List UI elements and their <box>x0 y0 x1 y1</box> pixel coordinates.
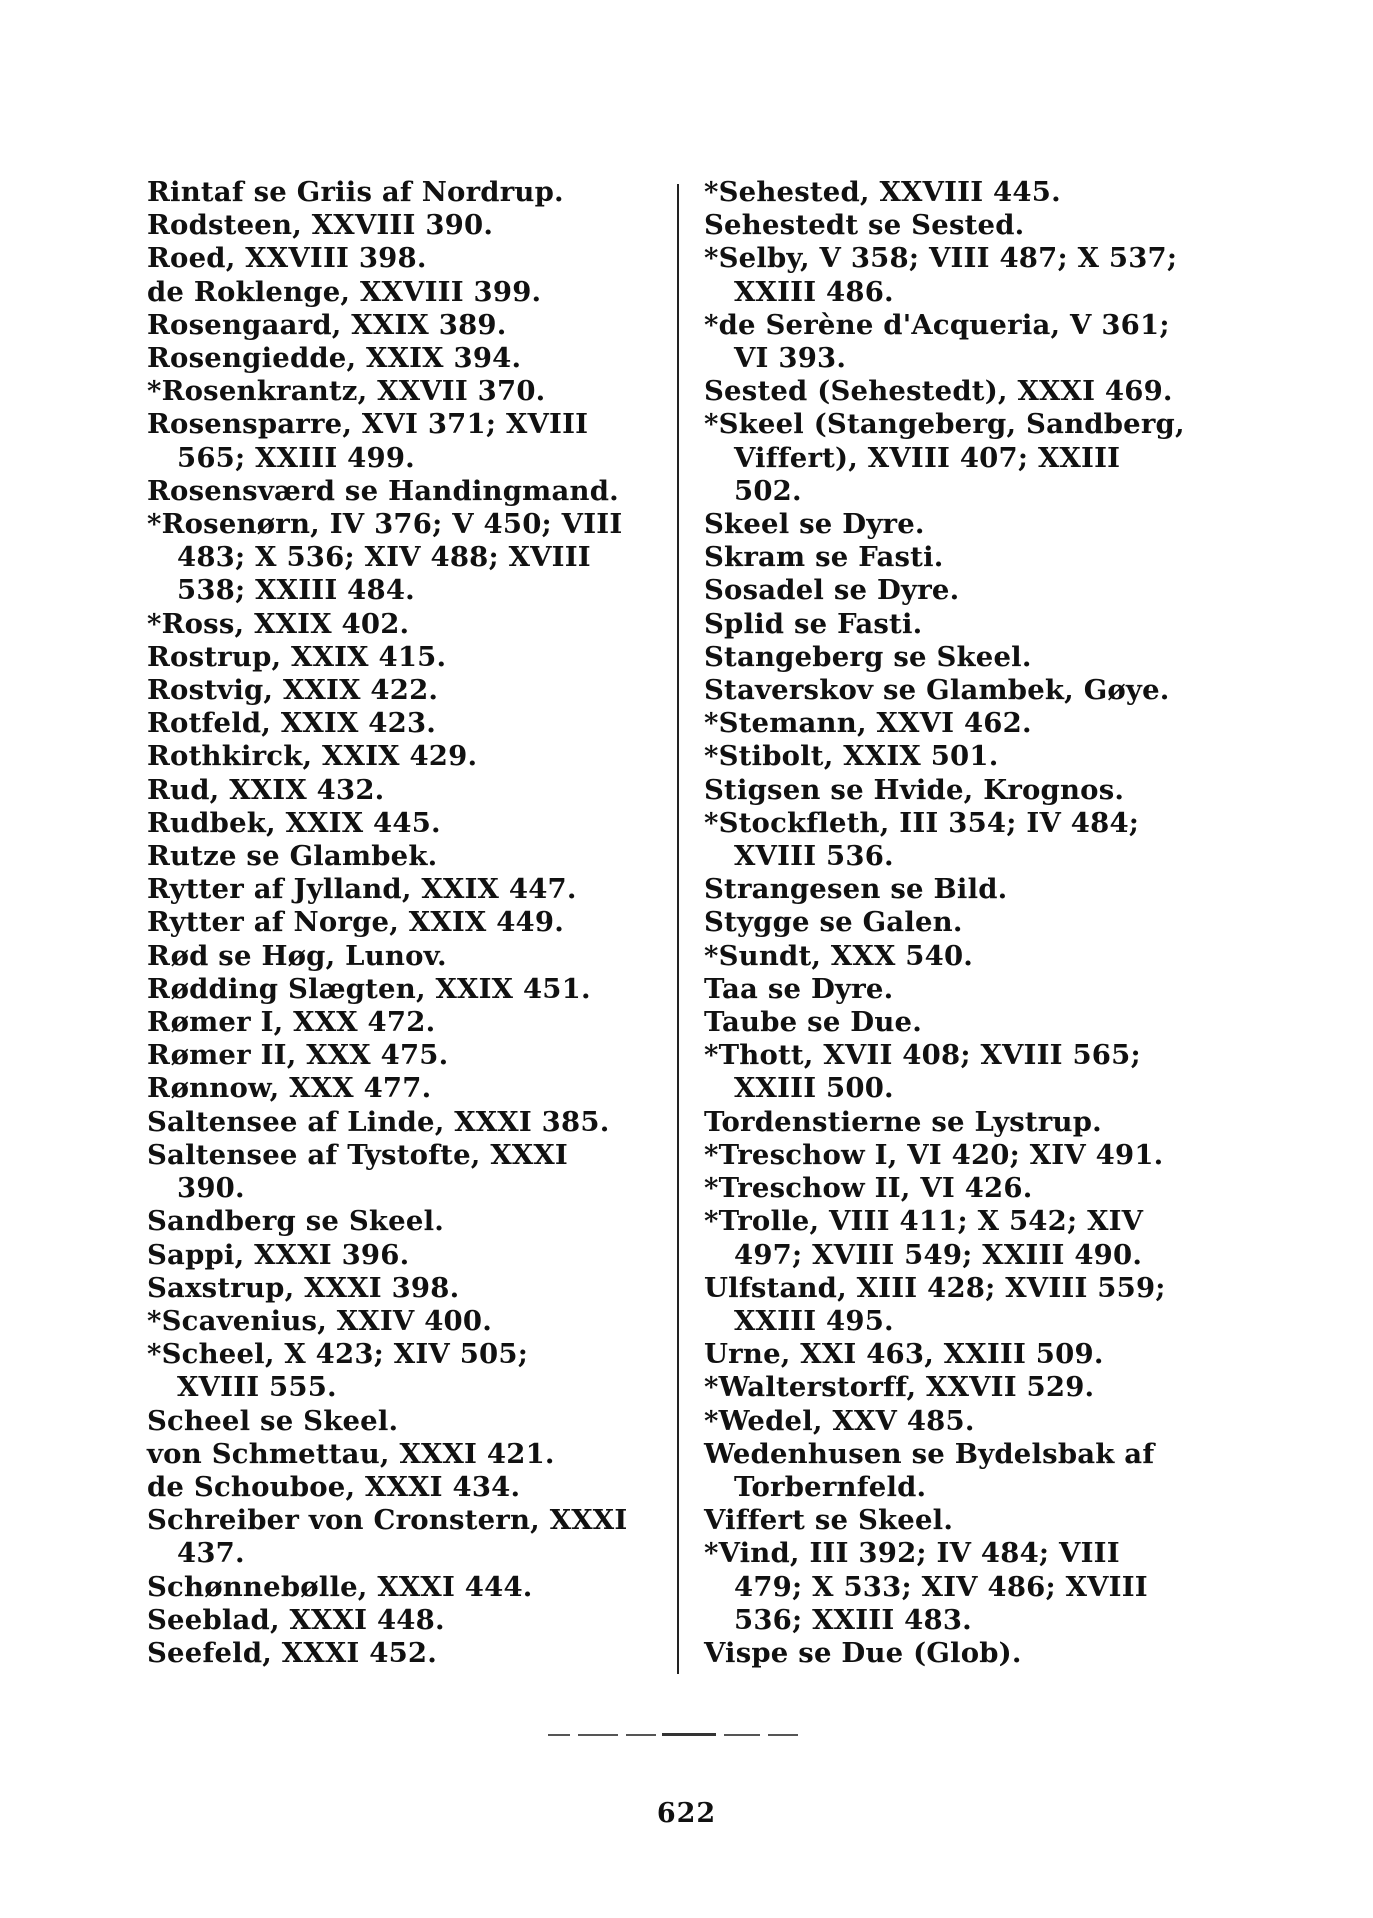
right-index-entry: Staverskov se Glambek, Gøye. <box>704 674 1170 707</box>
index-column-right <box>704 176 1224 1670</box>
left-index-entry: *Ross, XXIX 402. <box>147 607 410 640</box>
left-index-entry: 565; XXIII 499. <box>177 441 415 474</box>
right-index-entry: *Stemann, XXVI 462. <box>704 707 1032 740</box>
left-index-entry: Saltensee af Tystofte, XXXI <box>147 1138 568 1171</box>
right-index-entry: *Stibolt, XXIX 501. <box>704 740 999 773</box>
decorative-rule <box>548 1732 808 1738</box>
left-index-entry: Roed, XXVIII 398. <box>147 242 427 275</box>
column-divider <box>677 184 679 1674</box>
right-index-entry: 479; X 533; XIV 486; XVIII <box>734 1570 1148 1603</box>
left-index-entry: Rudbek, XXIX 445. <box>147 806 441 839</box>
right-index-entry: *Selby, V 358; VIII 487; X 537; <box>704 242 1178 275</box>
left-index-entry: *Scheel, X 423; XIV 505; <box>147 1338 529 1371</box>
left-index-entry: Rothkirck, XXIX 429. <box>147 740 478 773</box>
left-index-entry: Sappi, XXXI 396. <box>147 1238 410 1271</box>
right-index-entry: XVIII 536. <box>734 840 894 873</box>
left-index-entry: *Scavenius, XXIV 400. <box>147 1304 492 1337</box>
right-index-entry: Sested (Sehestedt), XXXI 469. <box>704 375 1173 408</box>
left-index-entry: Rintaf se Griis af Nordrup. <box>147 176 564 208</box>
left-index-entry: de Schouboe, XXXI 434. <box>147 1470 521 1503</box>
right-index-entry: Splid se Fasti. <box>704 607 923 640</box>
right-index-entry: VI 393. <box>734 342 847 375</box>
right-index-entry: XXIII 495. <box>734 1304 894 1337</box>
page-number: 622 <box>656 1798 717 1829</box>
right-index-entry: Sehestedt se Sested. <box>704 209 1025 242</box>
left-index-entry: Rud, XXIX 432. <box>147 773 385 806</box>
right-index-entry: Skram se Fasti. <box>704 541 944 574</box>
right-index-entry: *Trolle, VIII 411; X 542; XIV <box>704 1205 1144 1238</box>
left-index-entry: Rønnow, XXX 477. <box>147 1072 432 1105</box>
left-index-entry: Rød se Høg, Lunov. <box>147 939 447 972</box>
left-index-entry: 483; X 536; XIV 488; XVIII <box>177 541 591 574</box>
right-index-entry: *Walterstorff, XXVII 529. <box>704 1371 1095 1404</box>
left-index-entry: *Rosenørn, IV 376; V 450; VIII <box>147 508 623 541</box>
right-index-entry: Stangeberg se Skeel. <box>704 640 1032 673</box>
left-index-entry: Saltensee af Linde, XXXI 385. <box>147 1105 610 1138</box>
left-index-entry: Rosengiedde, XXIX 394. <box>147 342 522 375</box>
right-index-entry: Ulfstand, XIII 428; XVIII 559; <box>704 1271 1166 1304</box>
left-index-entry: de Roklenge, XXVIII 399. <box>147 275 542 308</box>
right-index-entry: *Sehested, XXVIII 445. <box>704 176 1061 208</box>
right-index-entry: Skeel se Dyre. <box>704 508 925 541</box>
right-index-entry: *Treschow II, VI 426. <box>704 1172 1033 1205</box>
right-index-entry: Torbernfeld. <box>734 1470 927 1503</box>
left-index-entry: Rostrup, XXIX 415. <box>147 640 447 673</box>
left-index-entry: Rutze se Glambek. <box>147 840 438 873</box>
right-index-entry: *Vind, III 392; IV 484; VIII <box>704 1537 1120 1570</box>
left-index-entry: Seefeld, XXXI 452. <box>147 1636 438 1669</box>
left-index-entry: Rytter af Norge, XXIX 449. <box>147 906 565 939</box>
right-index-entry: *Treschow I, VI 420; XIV 491. <box>704 1138 1164 1171</box>
right-index-entry: 536; XXIII 483. <box>734 1603 972 1636</box>
right-index-entry: *Stockfleth, III 354; IV 484; <box>704 806 1140 839</box>
right-index-entry: Taa se Dyre. <box>704 972 894 1005</box>
left-index-entry: *Rosenkrantz, XXVII 370. <box>147 375 546 408</box>
left-index-entry: von Schmettau, XXXI 421. <box>147 1437 555 1470</box>
left-index-entry: Schreiber von Cronstern, XXXI <box>147 1504 628 1537</box>
right-index-entry: Taube se Due. <box>704 1006 923 1039</box>
left-index-entry: Sandberg se Skeel. <box>147 1205 444 1238</box>
left-index-entry: Saxstrup, XXXI 398. <box>147 1271 460 1304</box>
right-index-entry: Urne, XXI 463, XXIII 509. <box>704 1338 1104 1371</box>
left-index-entry: Rosensparre, XVI 371; XVIII <box>147 408 589 441</box>
right-index-entry: Stygge se Galen. <box>704 906 963 939</box>
right-index-entry: Viffert se Skeel. <box>704 1504 954 1537</box>
left-index-entry: Rotfeld, XXIX 423. <box>147 707 437 740</box>
left-index-entry: Rødding Slægten, XXIX 451. <box>147 972 591 1005</box>
left-index-entry: Rodsteen, XXVIII 390. <box>147 209 494 242</box>
right-index-entry: *Wedel, XXV 485. <box>704 1404 975 1437</box>
left-index-entry: Seeblad, XXXI 448. <box>147 1603 445 1636</box>
right-index-entry: *Sundt, XXX 540. <box>704 939 974 972</box>
left-index-entry: Rosensværd se Handingmand. <box>147 474 619 507</box>
left-index-entry: Scheel se Skeel. <box>147 1404 399 1437</box>
right-index-entry: *de Serène d'Acqueria, V 361; <box>704 308 1170 341</box>
right-index-entry: Sosadel se Dyre. <box>704 574 960 607</box>
left-index-entry: Rømer II, XXX 475. <box>147 1039 449 1072</box>
left-index-entry: Rømer I, XXX 472. <box>147 1006 436 1039</box>
index-column-left <box>147 176 667 1670</box>
right-index-entry: Vispe se Due (Glob). <box>704 1636 1022 1669</box>
left-index-entry: 538; XXIII 484. <box>177 574 415 607</box>
right-index-entry: Stigsen se Hvide, Krognos. <box>704 773 1125 806</box>
left-index-entry: Rostvig, XXIX 422. <box>147 674 439 707</box>
left-index-entry: XVIII 555. <box>177 1371 337 1404</box>
right-index-entry: 502. <box>734 474 802 507</box>
right-index-entry: XXIII 500. <box>734 1072 894 1105</box>
left-index-entry: Rosengaard, XXIX 389. <box>147 308 507 341</box>
right-index-entry: *Skeel (Stangeberg, Sandberg, <box>704 408 1185 441</box>
right-index-entry: *Thott, XVII 408; XVIII 565; <box>704 1039 1141 1072</box>
left-index-entry: 437. <box>177 1537 245 1570</box>
right-index-entry: Viffert), XVIII 407; XXIII <box>734 441 1121 474</box>
left-index-entry: 390. <box>177 1172 245 1205</box>
right-index-entry: Strangesen se Bild. <box>704 873 1008 906</box>
right-index-entry: XXIII 486. <box>734 275 894 308</box>
right-index-entry: Wedenhusen se Bydelsbak af <box>704 1437 1155 1470</box>
right-index-entry: Tordenstierne se Lystrup. <box>704 1105 1102 1138</box>
right-index-entry: 497; XVIII 549; XXIII 490. <box>734 1238 1143 1271</box>
left-index-entry: Schønnebølle, XXXI 444. <box>147 1570 533 1603</box>
left-index-entry: Rytter af Jylland, XXIX 447. <box>147 873 577 906</box>
